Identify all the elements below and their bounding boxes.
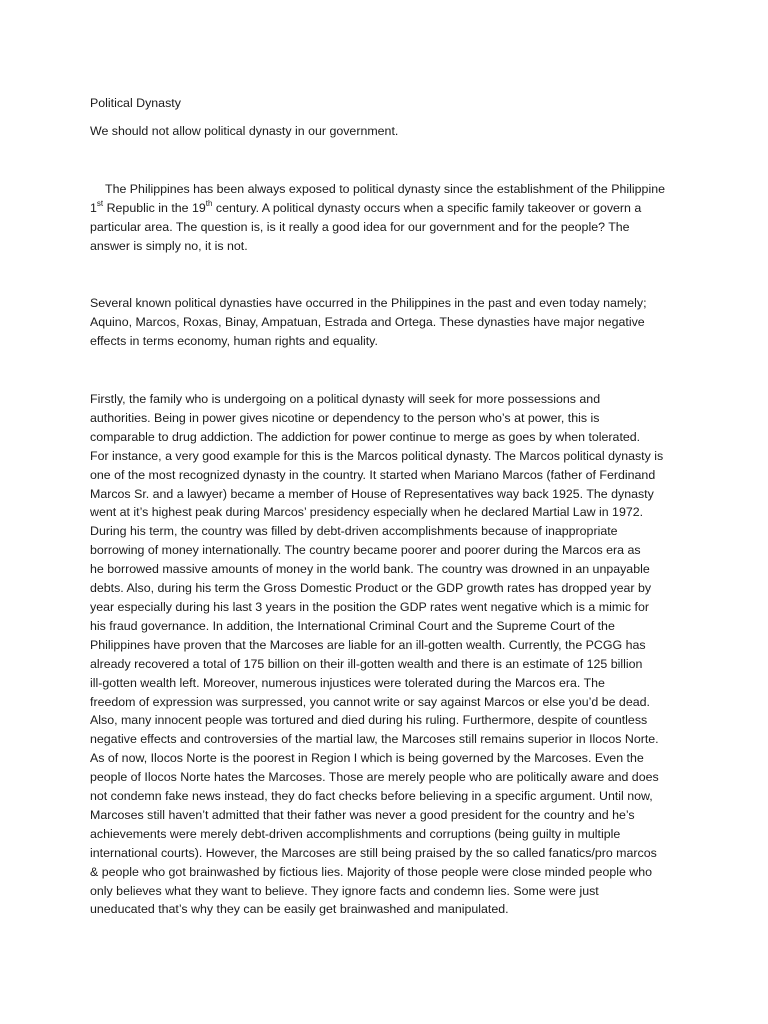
intro-line: answer is simply no, it is not. [90, 238, 248, 253]
paragraph-line: Marcoses still haven’t admitted that their father was never a good president for the country and he’s [90, 807, 635, 822]
paragraph-line: achievements were merely debt-driven accomplishments and corruptions (being guilty in multiple [90, 826, 621, 841]
paragraph-line: his fraud governance. In addition, the International Criminal Court and the Supreme Court of the [90, 618, 615, 633]
paragraph-line: debts. Also, during his term the Gross Domestic Product or the GDP growth rates has dropped year by [90, 581, 652, 596]
paragraph-line: As of now, Ilocos Norte is the poorest in Region I which is being governed by the Marcoses. Even the [90, 751, 644, 766]
paragraph-line: Several known political dynasties have occurred in the Philippines in the past and even today namely; [90, 296, 647, 310]
paragraph-line: authorities. Being in power gives nicotine or dependency to the person who’s at power, this is [90, 410, 600, 425]
dynasties-paragraph [90, 294, 690, 351]
paragraph-line: comparable to drug addiction. The addiction for power continue to merge as goes by when tolerated. [90, 429, 641, 444]
paragraph-line: borrowing of money internationally. The country became poorer and poorer during the Marcos era as [90, 543, 641, 558]
paragraph-line: year especially during his last 3 years in the position the GDP rates went negative which is a mimic for [90, 599, 649, 614]
paragraph-line: During his term, the country was filled by debt-driven accomplishments because of inappropriate [90, 524, 618, 539]
paragraph-line: already recovered a total of 175 billion on their ill-gotten wealth and there is an estimate of 125 billion [90, 656, 643, 671]
paragraph-line: international courts). However, the Marcoses are still being praised by the so called fanatics/pro marcos [90, 845, 657, 860]
paragraph-line: effects in terms economy, human rights and equality. [90, 333, 378, 348]
paragraph-line: only believes what they want to believe. They ignore facts and condemn lies. Some were just [90, 883, 599, 898]
intro-line: particular area. The question is, is it really a good idea for our government and for the people? The [90, 219, 630, 234]
paragraph-line: ill-gotten wealth left. Moreover, numerous injustices were tolerated during the Marcos era. The [90, 675, 605, 690]
paragraph-line: Aquino, Marcos, Roxas, Binay, Ampatuan, Estrada and Ortega. These dynasties have major negative [90, 314, 645, 329]
paragraph-line: Marcos Sr. and a lawyer) became a member of House of Representatives way back 1925. The dynasty [90, 486, 654, 501]
paragraph-line: not condemn fake news instead, they do fact checks before believing in a specific argument. Until now, [90, 789, 653, 804]
thesis-statement: We should not allow political dynasty in our government. [90, 124, 399, 138]
paragraph-line: people of Ilocos Norte hates the Marcoses. Those are merely people who are politically aware and does [90, 770, 659, 785]
paragraph-line: freedom of expression was surpressed, you cannot write or say against Marcos or else you’d be dead. [90, 694, 650, 709]
document-title: Political Dynasty [90, 96, 181, 110]
paragraph-line: he borrowed massive amounts of money in the world bank. The country was drowned in an unpayable [90, 562, 650, 577]
paragraph-line: negative effects and controversies of the martial law, the Marcoses still remains superior in Ilocos Norte. [90, 732, 659, 747]
intro-paragraph [90, 180, 690, 256]
paragraph-line: uneducated that’s why they can be easily get brainwashed and manipulated. [90, 902, 509, 917]
intro-line: The Philippines has been always exposed to political dynasty since the establishment of the Philippine [105, 182, 665, 196]
paragraph-line: & people who got brainwashed by fictious lies. Majority of those people were close minded people who [90, 864, 653, 879]
marcos-paragraph [90, 390, 690, 919]
paragraph-line: Philippines have proven that the Marcoses are liable for an ill-gotten wealth. Currently, the PCGG has [90, 637, 646, 652]
paragraph-line: Firstly, the family who is undergoing on a political dynasty will seek for more possessions and [90, 392, 601, 406]
paragraph-line: one of the most recognized dynasty in the country. It started when Mariano Marcos (father of Ferdinand [90, 467, 656, 482]
paragraph-line: Also, many innocent people was tortured and died during his ruling. Furthermore, despite of countless [90, 713, 648, 728]
intro-line: 1st Republic in the 19th century. A political dynasty occurs when a specific family takeover or govern a [90, 198, 642, 215]
paragraph-line: For instance, a very good example for this is the Marcos political dynasty. The Marcos political dynasty is [90, 448, 664, 463]
paragraph-line: went at it’s highest peak during Marcos’ presidency especially when he declared Martial Law in 1972. [90, 505, 644, 520]
